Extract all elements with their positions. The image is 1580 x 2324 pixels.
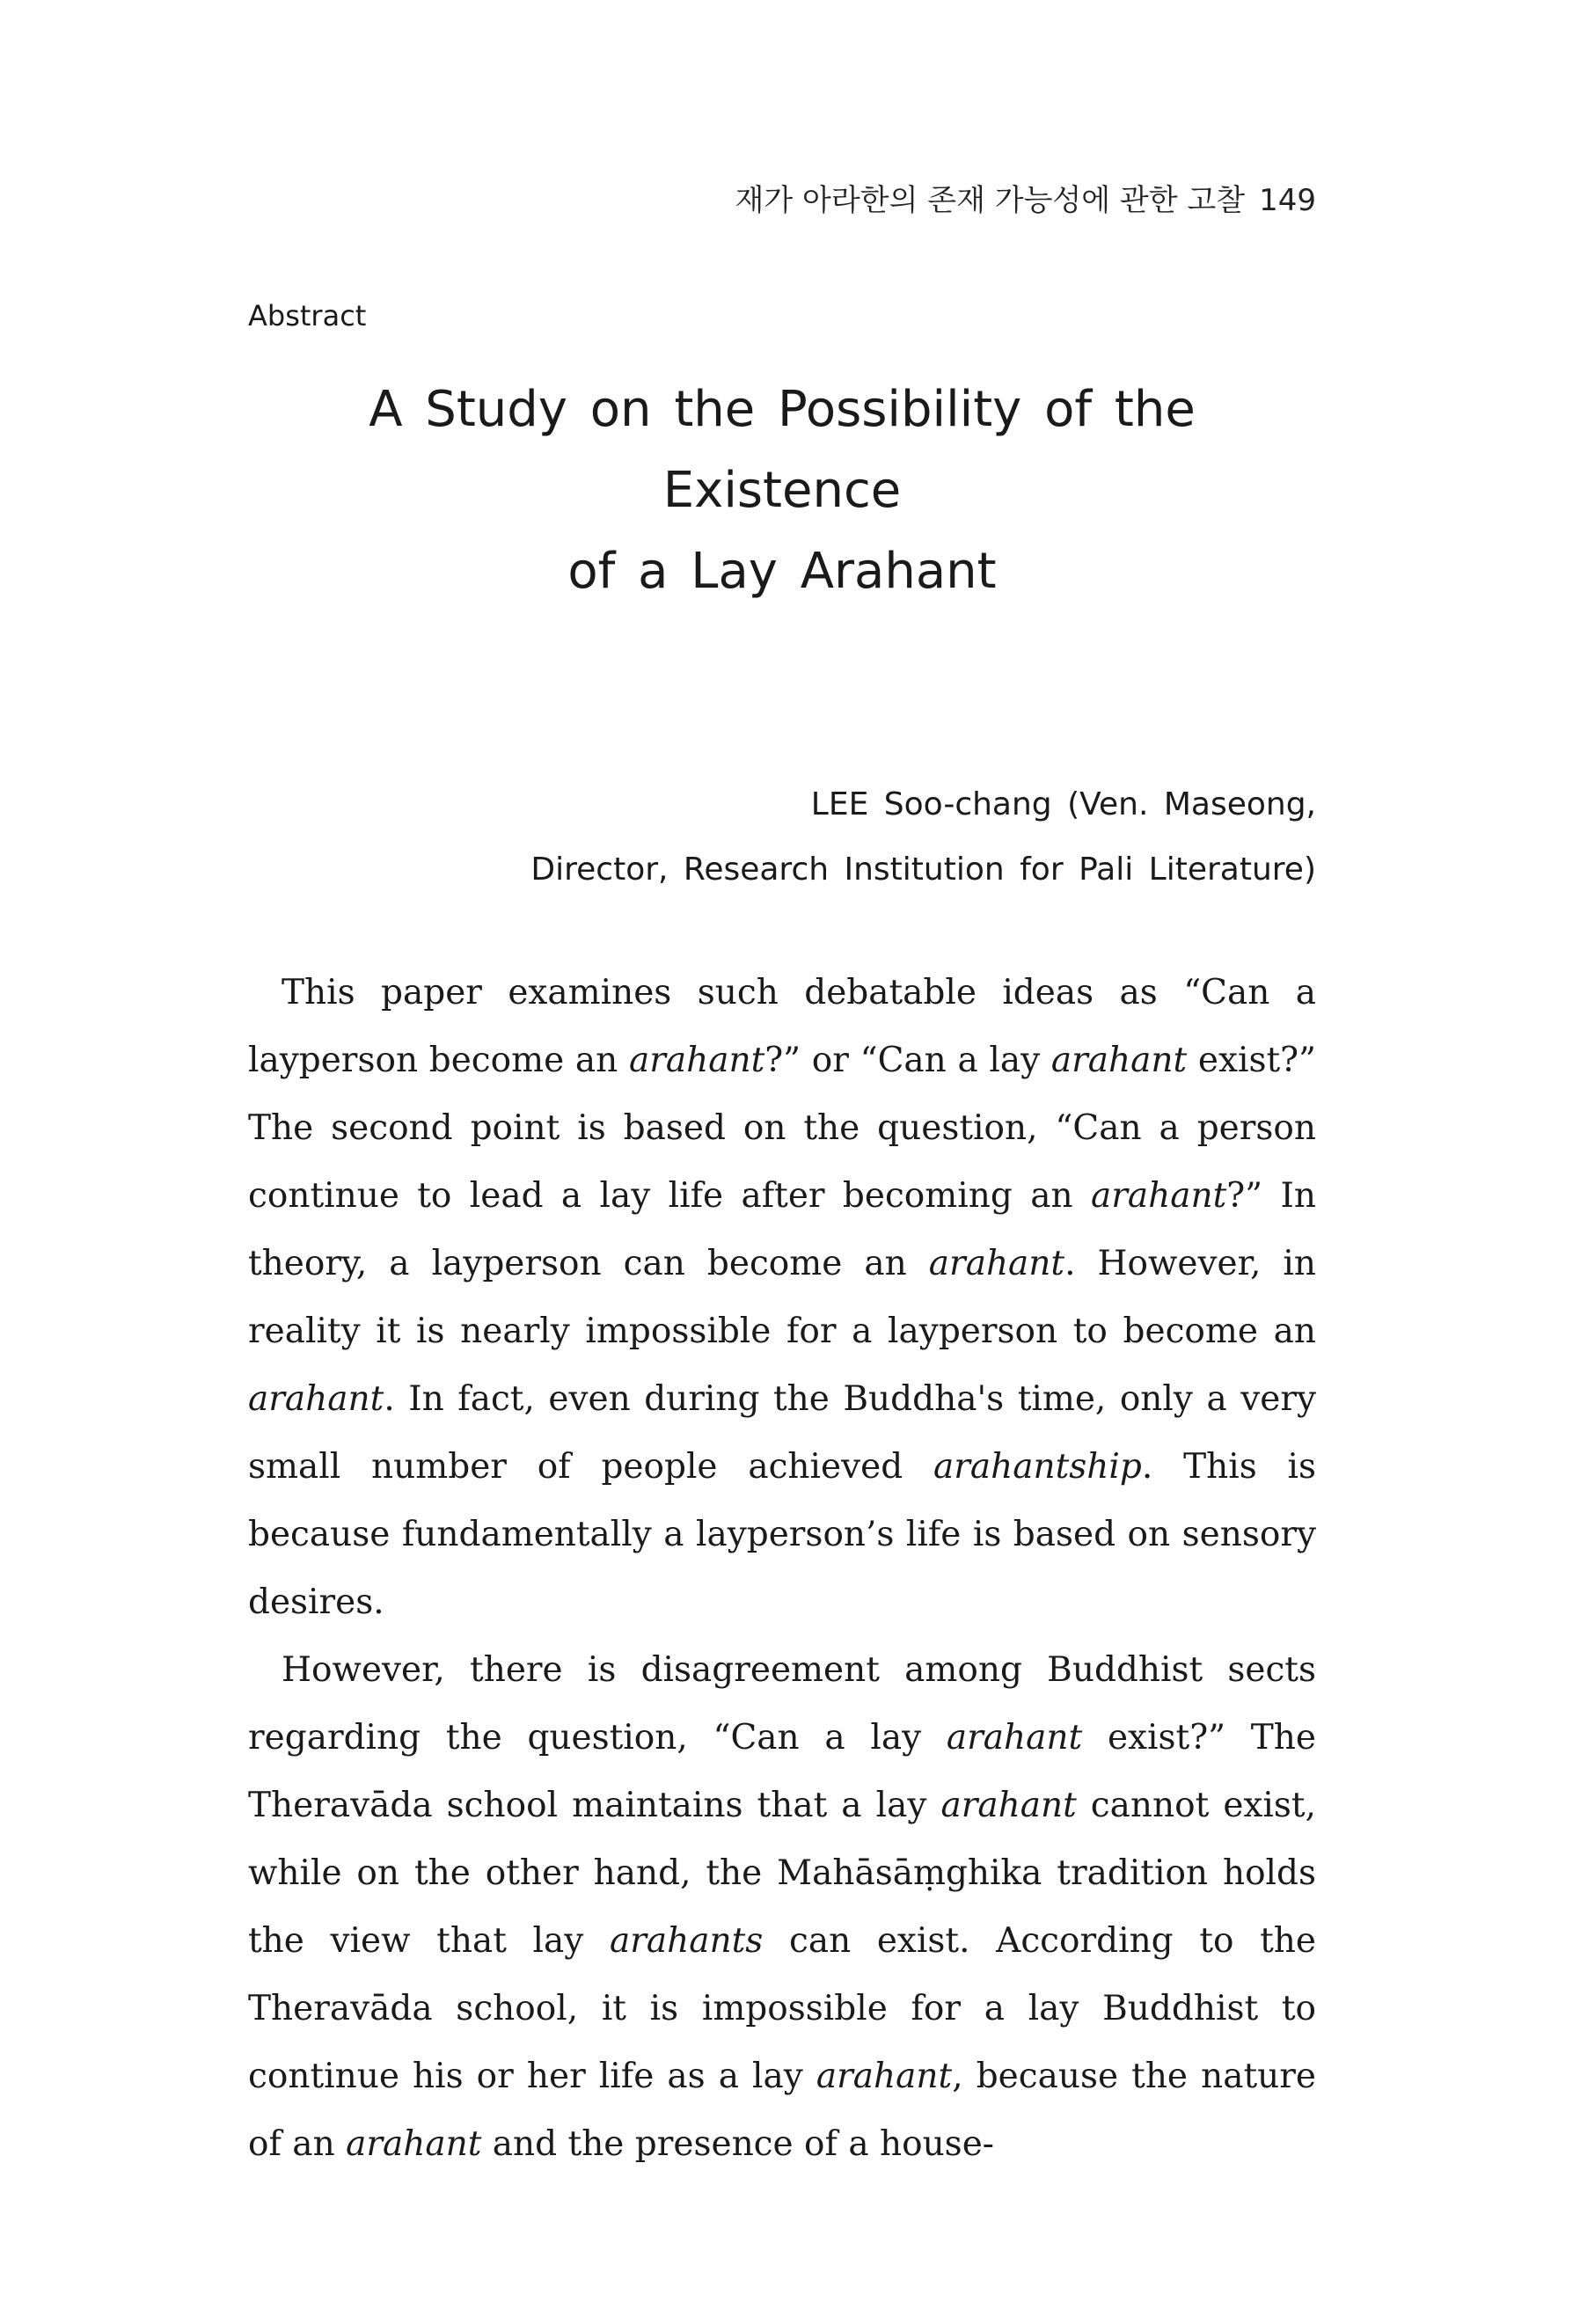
text-run: ?” In theory, a layperson can become an (248, 1176, 1316, 1283)
text-run: ?” or “Can a lay (764, 1041, 1051, 1080)
title-line-2: of a Lay Arahant (567, 543, 997, 600)
title-line-1: A Study on the Possibility of the Existence (369, 381, 1196, 519)
abstract-paragraph-1 (248, 959, 1316, 1636)
text-run: cannot exist, while on the other hand, the Mahāsāṃghika tradition holds the view that lay (248, 1786, 1316, 1961)
running-head (735, 176, 1316, 219)
author-block (530, 772, 1316, 903)
italic-term: arahantship (933, 1447, 1142, 1487)
italic-term: arahants (609, 1921, 764, 1961)
italic-term: arahant (928, 1244, 1065, 1283)
text-run: and the presence of a house- (481, 2124, 994, 2164)
text-run: exist?” The second point is based on the question, “Can a person continue to lead a lay life after becoming an (248, 1041, 1316, 1216)
italic-term: arahant (1090, 1176, 1227, 1216)
text-run: This paper examines such debatable ideas as “Can a layperson become an (248, 973, 1316, 1080)
italic-term: arahant (346, 2124, 482, 2164)
text-run: . This is because fundamentally a layperson’s life is based on sensory desires. (248, 1447, 1317, 1622)
section-label: Abstract (248, 299, 367, 333)
running-head-title: 재가 아라한의 존재 가능성에 관한 고찰 (735, 183, 1246, 218)
abstract-body (248, 959, 1316, 2178)
abstract-paragraph-2 (248, 1636, 1316, 2178)
text-run: However, there is disagreement among Buddhist sects regarding the question, “Can a lay (248, 1650, 1316, 1758)
italic-term: arahant (1050, 1041, 1188, 1080)
text-run: . However, in reality it is nearly impossible for a layperson to become an (248, 1244, 1316, 1351)
text-run: , because the nature of an (248, 2057, 1316, 2164)
italic-term: arahant (940, 1786, 1077, 1825)
page-number: 149 (1259, 183, 1316, 218)
author-line-2: Director, Research Institution for Pali Literature) (530, 851, 1316, 888)
author-line-1: LEE Soo-chang (Ven. Maseong, (810, 786, 1316, 822)
text-run: . In fact, even during the Buddha's time, only a very small number of people achieved (248, 1379, 1316, 1487)
text-run: exist?” The Theravāda school maintains that a lay (248, 1718, 1316, 1825)
text-run: can exist. According to the Theravāda school, it is impossible for a lay Buddhist to continue his or her life as a lay (248, 1921, 1317, 2096)
italic-term: arahant (628, 1041, 765, 1080)
paper-title (248, 369, 1316, 612)
italic-term: arahant (946, 1718, 1083, 1758)
italic-term: arahant (816, 2057, 953, 2096)
italic-term: arahant (248, 1379, 384, 1419)
